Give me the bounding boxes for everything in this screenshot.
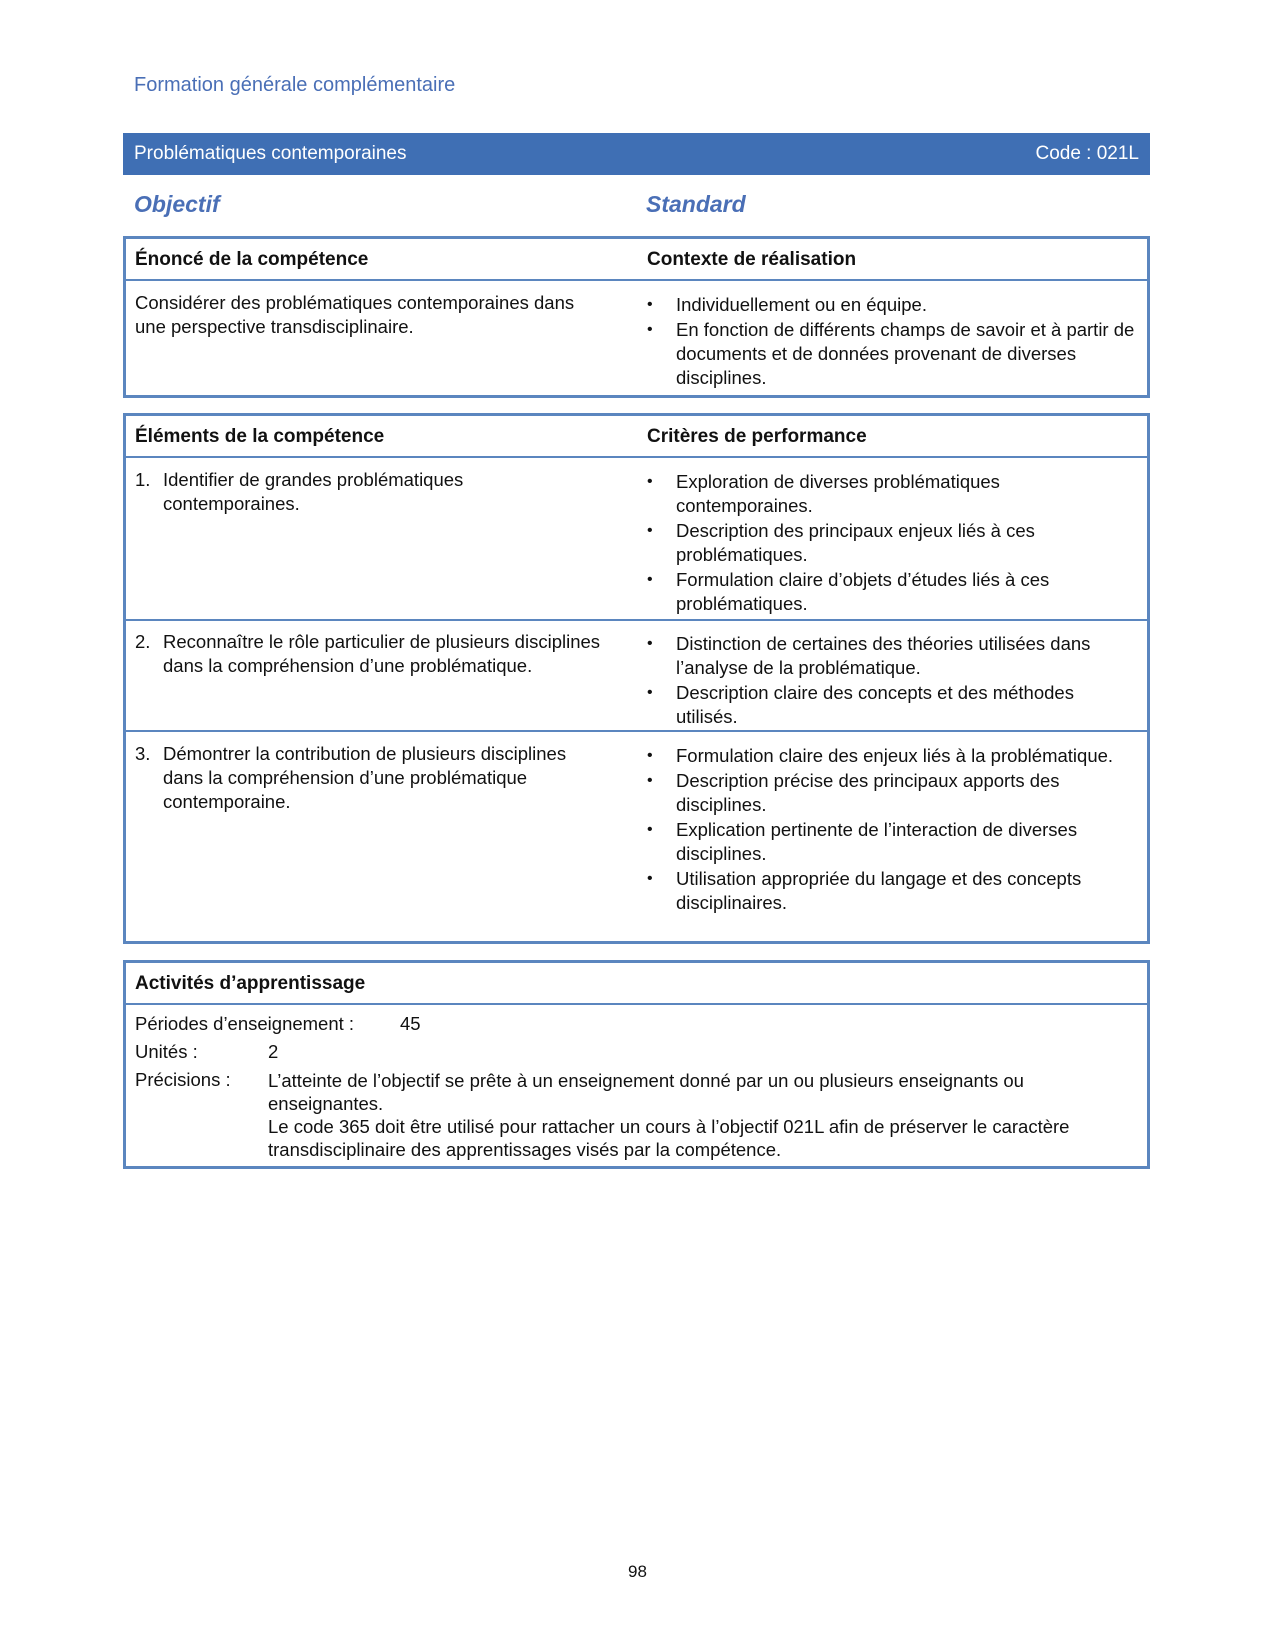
bullet-icon: •	[647, 296, 653, 313]
activities-box-header	[126, 963, 1147, 1005]
context-list	[647, 293, 1137, 391]
element-number: 1.	[135, 469, 151, 490]
program-title: Formation générale complémentaire	[134, 74, 456, 96]
precisions-paragraph-2: Le code 365 doit être utilisé pour rattacher un cours à l’objectif 021L afin de préserver le caractère transdisciplinaire des apprentissages visés par la compétence.	[268, 1116, 1070, 1160]
element-text: Reconnaître le rôle particulier de plusieurs disciplines dans la compréhension d’une problématique.	[163, 631, 601, 676]
periods-label: Périodes d’enseignement :	[135, 1013, 355, 1034]
standard-heading: Standard	[646, 191, 746, 217]
bullet-icon: •	[647, 821, 653, 838]
element-item-2	[135, 630, 605, 678]
objective-heading: Objectif	[134, 191, 220, 217]
element-number: 2.	[135, 631, 151, 652]
bullet-icon: •	[647, 522, 653, 539]
precisions-paragraph-1: L’atteinte de l’objectif se prête à un enseignement donné par un ou plusieurs enseignants ou enseignantes.	[268, 1070, 1024, 1114]
criterion-item: • Description des principaux enjeux liés à ces problématiques.	[647, 520, 1035, 565]
units-label: Unités :	[135, 1041, 198, 1062]
criterion-item: • Description claire des concepts et des méthodes utilisés.	[647, 682, 1074, 727]
row-divider	[126, 730, 1147, 732]
criteria-list-2	[647, 632, 1137, 730]
bullet-icon: •	[647, 684, 653, 701]
criterion-item: • Exploration de diverses problématiques contemporaines.	[647, 471, 1000, 516]
competence-statement: Considérer des problématiques contemporaines dans une perspective transdisciplinaire.	[135, 292, 575, 337]
activities-box	[123, 960, 1150, 1169]
competence-box	[123, 236, 1150, 398]
elements-box	[123, 413, 1150, 944]
criteria-list-3	[647, 744, 1137, 916]
bullet-icon: •	[647, 571, 653, 588]
precisions-text	[268, 1069, 1128, 1161]
criteria-list-1	[647, 470, 1137, 617]
course-title: Problématiques contemporaines	[134, 143, 407, 164]
element-number: 3.	[135, 743, 151, 764]
course-code: Code : 021L	[1035, 143, 1139, 164]
units-value: 2	[268, 1041, 279, 1062]
competence-statement-header: Énoncé de la compétence	[135, 249, 369, 270]
competence-box-header	[126, 239, 1147, 281]
bullet-icon: •	[647, 473, 653, 490]
bullet-icon: •	[647, 635, 653, 652]
criterion-item: • Formulation claire d’objets d’études liés à ces problématiques.	[647, 569, 1050, 614]
elements-box-header	[126, 416, 1147, 458]
criteria-header: Critères de performance	[647, 426, 867, 447]
criterion-item: • Explication pertinente de l’interaction de diverses disciplines.	[647, 819, 1078, 864]
precisions-label: Précisions :	[135, 1069, 231, 1090]
element-item-1	[135, 468, 605, 516]
page-number: 98	[628, 1562, 647, 1581]
bullet-icon: •	[647, 747, 653, 764]
bullet-icon: •	[647, 870, 653, 887]
criterion-item: • Description précise des principaux apports des disciplines.	[647, 770, 1060, 815]
element-text: Démontrer la contribution de plusieurs disciplines dans la compréhension d’une problématique contemporaine.	[163, 743, 567, 812]
row-divider	[126, 619, 1147, 621]
bullet-icon: •	[647, 772, 653, 789]
context-item: • Individuellement ou en équipe.	[647, 294, 927, 315]
bullet-icon: •	[647, 321, 653, 338]
context-item: • En fonction de différents champs de savoir et à partir de documents et de données provenant de diverses disciplines.	[647, 319, 1135, 388]
criterion-item: • Distinction de certaines des théories utilisées dans l’analyse de la problématique.	[647, 633, 1091, 678]
course-title-bar	[123, 133, 1150, 175]
criterion-item: • Utilisation appropriée du langage et des concepts disciplinaires.	[647, 868, 1082, 913]
element-text: Identifier de grandes problématiques contemporaines.	[163, 469, 464, 514]
elements-header: Éléments de la compétence	[135, 426, 385, 447]
context-header: Contexte de réalisation	[647, 249, 857, 270]
activities-header: Activités d’apprentissage	[135, 973, 366, 994]
element-item-3	[135, 742, 605, 814]
criterion-item: • Formulation claire des enjeux liés à la problématique.	[647, 745, 1114, 766]
periods-value: 45	[400, 1013, 421, 1034]
